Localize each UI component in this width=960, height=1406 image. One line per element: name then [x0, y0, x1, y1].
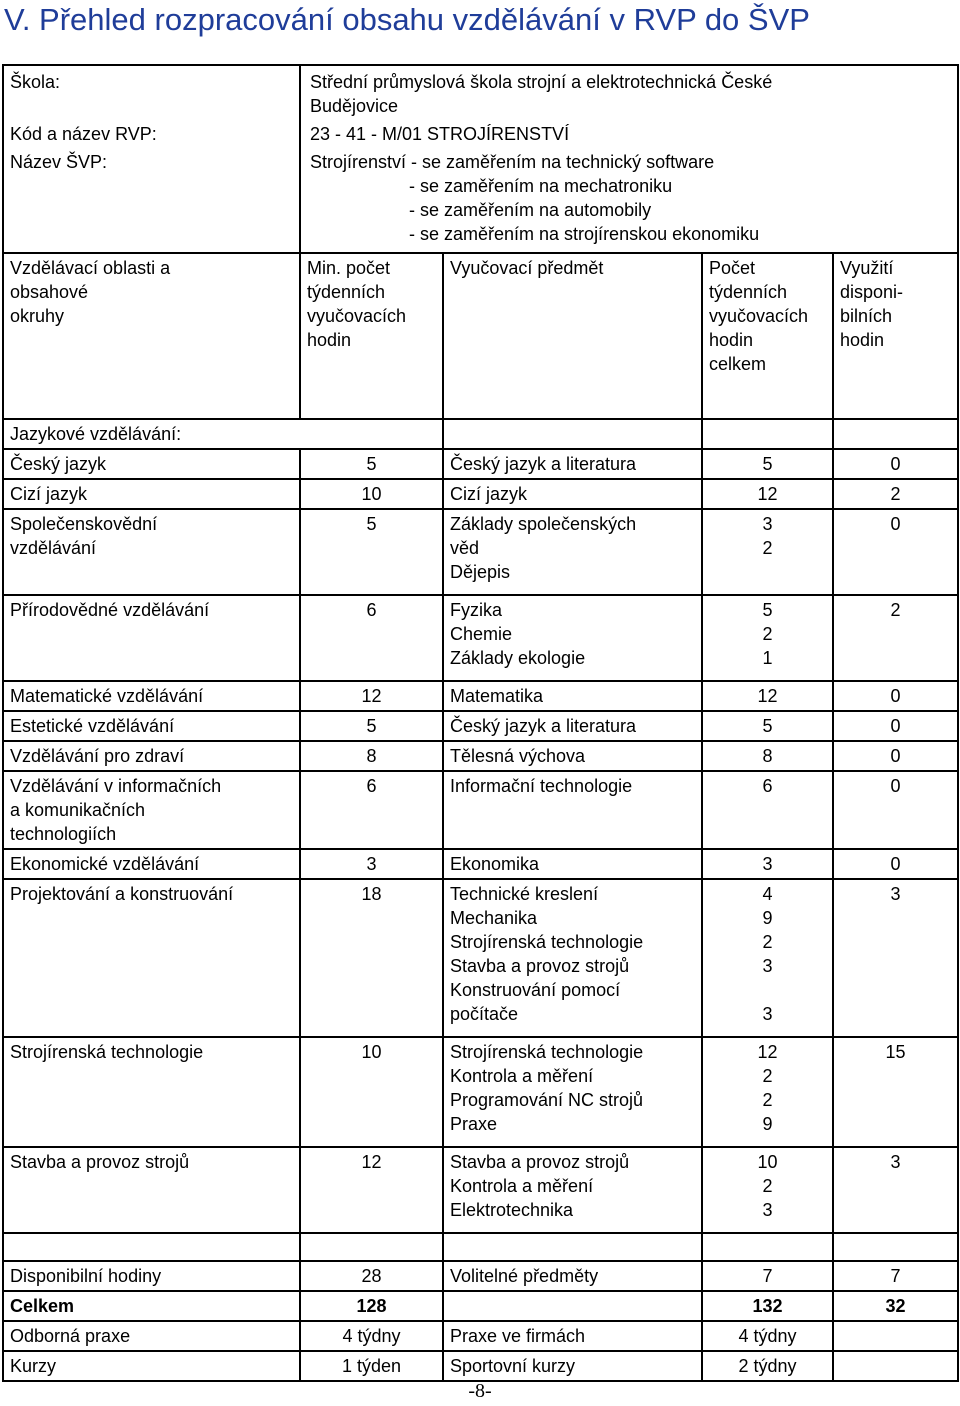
subject-line: Matematika [450, 686, 544, 706]
summary-hours-cell [702, 1351, 833, 1381]
area-line: a komunikačních [10, 800, 146, 820]
min-hours-value: 5 [366, 454, 377, 474]
summary-subject: Sportovní kurzy [450, 1356, 576, 1376]
col-header-line: Min. počet [307, 258, 391, 278]
school-value [300, 65, 958, 120]
subject-line: Strojírenská technologie [450, 1042, 644, 1062]
summary-hours-cell [702, 1261, 833, 1291]
summary-hours-cell [702, 1291, 833, 1321]
hours-line: 12 [757, 1042, 778, 1062]
disp-hours-value: 2 [890, 600, 901, 620]
subject-line: Elektrotechnika [450, 1200, 574, 1220]
page-title: V. Přehled rozpracování obsahu vzdělávání v RVP do ŠVP [4, 2, 810, 37]
school-row [3, 65, 958, 120]
subject-cell [443, 741, 702, 771]
svp-line: - se zaměřením na mechatroniku [409, 176, 673, 196]
spacer-row [3, 1233, 958, 1261]
col-header-line: celkem [709, 354, 767, 374]
disp-hours-cell [833, 711, 958, 741]
hours-line [709, 978, 826, 1002]
area-line: technologiích [10, 824, 117, 844]
summary-min: 4 týdny [342, 1326, 401, 1346]
area-line: Ekonomické vzdělávání [10, 854, 200, 874]
spacer-cell [443, 1233, 702, 1261]
hours-line: 2 [762, 624, 773, 644]
col-header-line: hodin [709, 330, 754, 350]
area-line: Společenskovědní [10, 514, 158, 534]
disp-hours-value: 0 [890, 514, 901, 534]
disp-hours-cell [833, 741, 958, 771]
min-hours-value: 8 [366, 746, 377, 766]
col-header-predmet [443, 253, 702, 419]
disp-hours-value: 0 [890, 454, 901, 474]
subject-line: Mechanika [450, 908, 538, 928]
table-row [3, 449, 958, 479]
summary-min-cell [300, 1261, 443, 1291]
svp-line: - se zaměřením na automobily [409, 200, 652, 220]
disp-hours-cell [833, 1147, 958, 1233]
min-hours-cell [300, 879, 443, 1037]
col-header-line: týdenních [709, 282, 788, 302]
col-header-line: Využití [840, 258, 894, 278]
col-header-vyuziti [833, 253, 958, 419]
hours-line: 5 [762, 600, 773, 620]
subject-cell [443, 771, 702, 849]
column-header-row [3, 253, 958, 419]
area-line: Vzdělávání v informačních [10, 776, 222, 796]
hours-cell [702, 1147, 833, 1233]
disp-hours-cell [833, 681, 958, 711]
summary-label-cell [3, 1321, 300, 1351]
min-hours-cell [300, 741, 443, 771]
area-cell [3, 509, 300, 595]
min-hours-value: 6 [366, 600, 377, 620]
empty-cell [702, 419, 833, 449]
disp-hours-value: 0 [890, 776, 901, 796]
curriculum-table [2, 64, 959, 1382]
min-hours-value: 3 [366, 854, 377, 874]
summary-label-cell [3, 1351, 300, 1381]
hours-line: 12 [757, 484, 778, 504]
table-row [3, 771, 958, 849]
hours-cell [702, 741, 833, 771]
table-row [3, 595, 958, 681]
disp-hours-value: 0 [890, 716, 901, 736]
hours-line: 2 [762, 1090, 773, 1110]
subject-line: Technické kreslení [450, 884, 599, 904]
summary-label: Odborná praxe [10, 1326, 131, 1346]
col-header-line: hodin [840, 330, 885, 350]
disp-hours-value: 0 [890, 686, 901, 706]
disp-hours-cell [833, 479, 958, 509]
table-row [3, 849, 958, 879]
disp-hours-value: 15 [885, 1042, 906, 1062]
rvp-row [3, 120, 958, 148]
area-line: vzdělávání [10, 538, 97, 558]
summary-min-cell [300, 1321, 443, 1351]
summary-label-cell [3, 1261, 300, 1291]
min-hours-cell [300, 681, 443, 711]
col-header-oblasti [3, 253, 300, 419]
table-row [3, 879, 958, 1037]
summary-label: Celkem [10, 1296, 75, 1316]
col-header-line: hodin [307, 330, 352, 350]
table-row [3, 741, 958, 771]
subject-cell [443, 879, 702, 1037]
min-hours-value: 12 [361, 1152, 382, 1172]
col-header-line: obsahové [10, 282, 89, 302]
area-line: Přírodovědné vzdělávání [10, 600, 210, 620]
hours-line: 3 [762, 1200, 773, 1220]
subject-line: Konstruování pomocí [450, 980, 621, 1000]
spacer-cell [702, 1233, 833, 1261]
hours-cell [702, 595, 833, 681]
col-header-min [300, 253, 443, 419]
summary-label-cell [3, 1291, 300, 1321]
disp-hours-cell [833, 771, 958, 849]
svp-value [300, 148, 958, 253]
min-hours-cell [300, 711, 443, 741]
area-cell [3, 711, 300, 741]
section-row [3, 419, 958, 449]
hours-line: 12 [757, 686, 778, 706]
table-row [3, 509, 958, 595]
col-header-line: Vzdělávací oblasti a [10, 258, 171, 278]
subject-line: Tělesná výchova [450, 746, 586, 766]
disp-hours-cell [833, 849, 958, 879]
area-cell [3, 681, 300, 711]
hours-line: 2 [762, 932, 773, 952]
school-name-line: Budějovice [310, 96, 399, 116]
area-cell [3, 479, 300, 509]
area-line: Český jazyk [10, 454, 107, 474]
subject-cell [443, 1147, 702, 1233]
subject-cell [443, 849, 702, 879]
page-number: -8- [468, 1380, 492, 1402]
hours-line: 6 [762, 776, 773, 796]
subject-line: Kontrola a měření [450, 1176, 594, 1196]
school-label: Škola: [3, 65, 300, 120]
min-hours-value: 12 [361, 686, 382, 706]
summary-row [3, 1351, 958, 1381]
hours-line: 3 [762, 514, 773, 534]
hours-line [709, 560, 826, 584]
hours-line: 2 [762, 1176, 773, 1196]
summary-subject-cell [443, 1351, 702, 1381]
summary-label: Disponibilní hodiny [10, 1266, 162, 1286]
subject-line: věd [450, 538, 480, 558]
spacer-cell [833, 1233, 958, 1261]
col-header-line: Vyučovací předmět [450, 258, 604, 278]
area-line: Matematické vzdělávání [10, 686, 204, 706]
disp-hours-cell [833, 879, 958, 1037]
subject-line: Fyzika [450, 600, 503, 620]
hours-line: 9 [762, 1114, 773, 1134]
hours-line: 3 [762, 956, 773, 976]
rvp-label: Kód a název RVP: [3, 120, 300, 148]
area-cell [3, 741, 300, 771]
rvp-value-text: 23 - 41 - M/01 STROJÍRENSTVÍ [310, 124, 570, 144]
area-line: Strojírenská technologie [10, 1042, 204, 1062]
area-cell [3, 1147, 300, 1233]
disp-hours-value: 2 [890, 484, 901, 504]
subject-line: Stavba a provoz strojů [450, 956, 630, 976]
subject-line: Český jazyk a literatura [450, 454, 637, 474]
table-row [3, 479, 958, 509]
disp-hours-cell [833, 1037, 958, 1147]
subject-line: Kontrola a měření [450, 1066, 594, 1086]
summary-min-cell [300, 1351, 443, 1381]
subject-line: Základy společenských [450, 514, 637, 534]
hours-line: 3 [762, 1004, 773, 1024]
subject-cell [443, 509, 702, 595]
disp-hours-cell [833, 449, 958, 479]
summary-disp: 32 [885, 1296, 906, 1316]
subject-cell [443, 479, 702, 509]
hours-line: 9 [762, 908, 773, 928]
table-row [3, 1147, 958, 1233]
hours-cell [702, 681, 833, 711]
min-hours-value: 5 [366, 514, 377, 534]
min-hours-cell [300, 479, 443, 509]
summary-min: 28 [361, 1266, 382, 1286]
section-label: Jazykové vzdělávání: [3, 419, 443, 449]
summary-disp-cell [833, 1261, 958, 1291]
summary-disp-cell [833, 1351, 958, 1381]
disp-hours-cell [833, 595, 958, 681]
svp-row [3, 148, 958, 253]
subject-line: Informační technologie [450, 776, 633, 796]
table-row [3, 681, 958, 711]
subject-cell [443, 1037, 702, 1147]
summary-hours: 4 týdny [738, 1326, 797, 1346]
hours-cell [702, 1037, 833, 1147]
subject-line: Český jazyk a literatura [450, 716, 637, 736]
school-name-line: Střední průmyslová škola strojní a elektrotechnická České [310, 72, 773, 92]
spacer-cell [300, 1233, 443, 1261]
svp-label: Název ŠVP: [3, 148, 300, 253]
empty-cell [443, 419, 702, 449]
disp-hours-value: 0 [890, 746, 901, 766]
min-hours-cell [300, 595, 443, 681]
min-hours-value: 10 [361, 1042, 382, 1062]
area-line: Vzdělávání pro zdraví [10, 746, 185, 766]
summary-subject-cell [443, 1291, 702, 1321]
subject-line: Stavba a provoz strojů [450, 1152, 630, 1172]
summary-subject: Praxe ve firmách [450, 1326, 586, 1346]
hours-line: 4 [762, 884, 773, 904]
hours-line: 10 [757, 1152, 778, 1172]
subject-cell [443, 595, 702, 681]
col-header-line: okruhy [10, 306, 65, 326]
summary-min: 128 [356, 1296, 387, 1316]
col-header-line: Počet [709, 258, 756, 278]
subject-line: Cizí jazyk [450, 484, 528, 504]
min-hours-value: 18 [361, 884, 382, 904]
summary-subject-cell [443, 1261, 702, 1291]
col-header-line: vyučovacích [307, 306, 407, 326]
min-hours-cell [300, 449, 443, 479]
hours-line: 5 [762, 716, 773, 736]
disp-hours-value: 3 [890, 884, 901, 904]
area-cell [3, 449, 300, 479]
col-header-line: týdenních [307, 282, 386, 302]
col-header-line: disponi- [840, 282, 904, 302]
min-hours-cell [300, 849, 443, 879]
empty-cell [833, 419, 958, 449]
svp-line: - se zaměřením na strojírenskou ekonomiku [409, 224, 760, 244]
subject-cell [443, 449, 702, 479]
subject-line: Praxe [450, 1114, 498, 1134]
col-header-line: vyučovacích [709, 306, 809, 326]
svp-line: Strojírenství - se zaměřením na technický software [310, 152, 715, 172]
table-row [3, 1037, 958, 1147]
area-cell [3, 771, 300, 849]
hours-line: 2 [762, 538, 773, 558]
subject-line: Strojírenská technologie [450, 932, 644, 952]
hours-line: 3 [762, 854, 773, 874]
summary-row [3, 1291, 958, 1321]
table-row [3, 711, 958, 741]
summary-row [3, 1321, 958, 1351]
min-hours-cell [300, 1147, 443, 1233]
summary-min-cell [300, 1291, 443, 1321]
rvp-value [300, 120, 958, 148]
col-header-line: bilních [840, 306, 893, 326]
hours-cell [702, 711, 833, 741]
area-cell [3, 879, 300, 1037]
summary-hours: 7 [762, 1266, 773, 1286]
summary-hours-cell [702, 1321, 833, 1351]
area-line: Estetické vzdělávání [10, 716, 175, 736]
summary-row [3, 1261, 958, 1291]
subject-cell [443, 681, 702, 711]
summary-disp: 7 [890, 1266, 901, 1286]
summary-disp-cell [833, 1321, 958, 1351]
area-cell [3, 1037, 300, 1147]
disp-hours-cell [833, 509, 958, 595]
min-hours-cell [300, 1037, 443, 1147]
hours-line: 5 [762, 454, 773, 474]
subject-line: Programování NC strojů [450, 1090, 644, 1110]
subject-line: Ekonomika [450, 854, 540, 874]
hours-line: 2 [762, 1066, 773, 1086]
subject-line: Dějepis [450, 562, 511, 582]
hours-cell [702, 509, 833, 595]
min-hours-cell [300, 509, 443, 595]
area-cell [3, 849, 300, 879]
summary-subject-cell [443, 1321, 702, 1351]
hours-cell [702, 849, 833, 879]
min-hours-value: 10 [361, 484, 382, 504]
subject-cell [443, 711, 702, 741]
min-hours-value: 6 [366, 776, 377, 796]
area-line: Projektování a konstruování [10, 884, 234, 904]
hours-cell [702, 771, 833, 849]
hours-line: 1 [762, 648, 773, 668]
hours-cell [702, 449, 833, 479]
summary-min: 1 týden [341, 1356, 402, 1376]
summary-hours: 132 [752, 1296, 783, 1316]
summary-subject: Volitelné předměty [450, 1266, 599, 1286]
area-line: Stavba a provoz strojů [10, 1152, 190, 1172]
area-cell [3, 595, 300, 681]
subject-line: počítače [450, 1004, 519, 1024]
area-line: Cizí jazyk [10, 484, 88, 504]
subject-line: Základy ekologie [450, 648, 586, 668]
disp-hours-value: 3 [890, 1152, 901, 1172]
spacer-cell [3, 1233, 300, 1261]
summary-disp-cell [833, 1291, 958, 1321]
subject-line: Chemie [450, 624, 513, 644]
min-hours-value: 5 [366, 716, 377, 736]
col-header-pocet [702, 253, 833, 419]
summary-hours: 2 týdny [738, 1356, 797, 1376]
hours-line: 8 [762, 746, 773, 766]
summary-label: Kurzy [10, 1356, 57, 1376]
min-hours-cell [300, 771, 443, 849]
hours-cell [702, 879, 833, 1037]
disp-hours-value: 0 [890, 854, 901, 874]
hours-cell [702, 479, 833, 509]
